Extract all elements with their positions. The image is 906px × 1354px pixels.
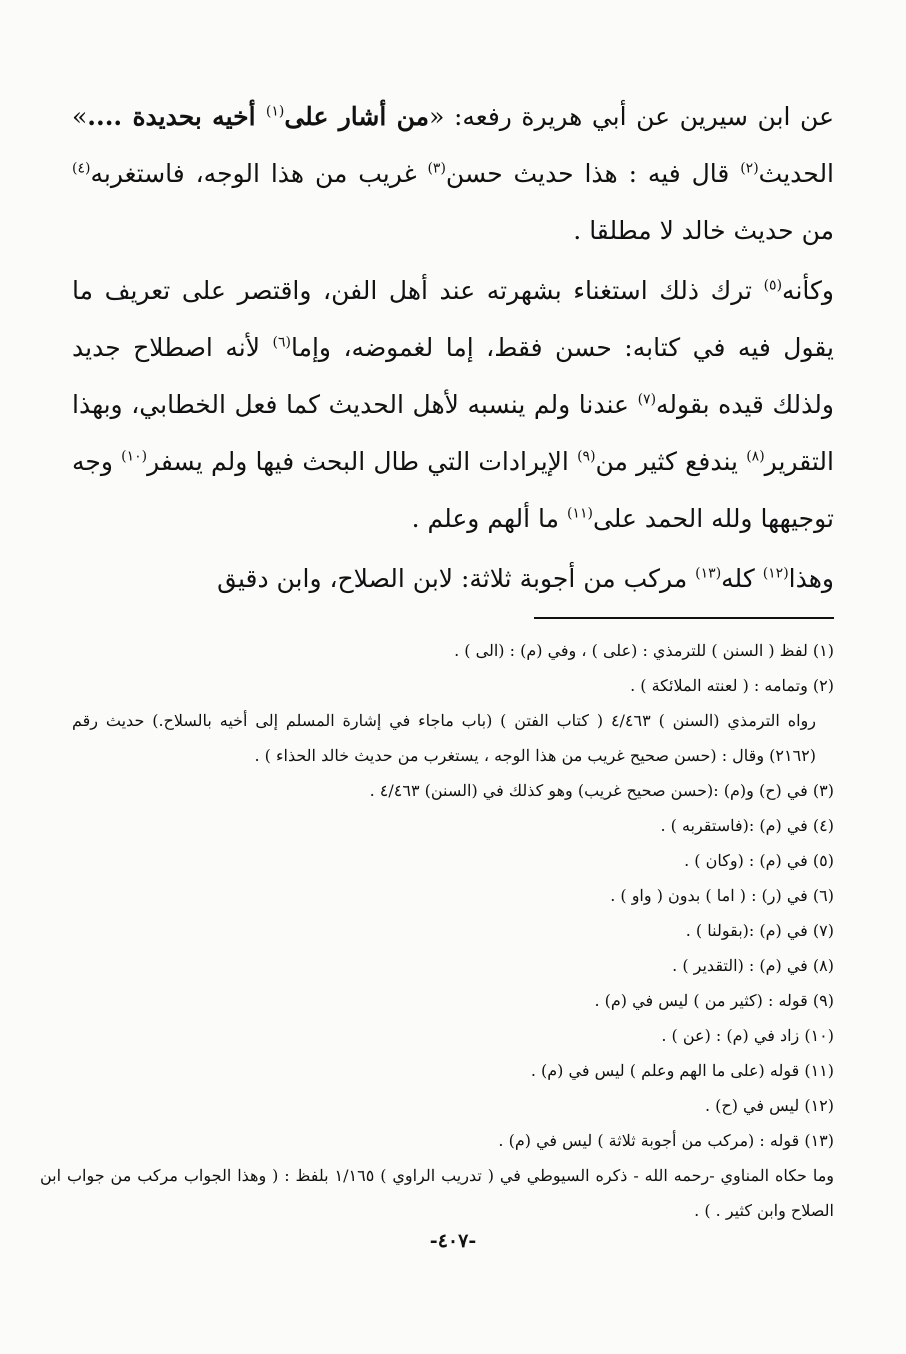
- text: غريب من هذا الوجه، فاستغربه: [90, 159, 428, 188]
- footnote-ref[interactable]: (١١): [566, 505, 593, 522]
- footnote-2: (٢) وتمامه : ( لعنته الملائكة ) .: [630, 676, 834, 695]
- footnote-6: (٦) في (ر) : ( اما ) بدون ( واو ) .: [610, 886, 834, 905]
- footnotes: [40, 633, 835, 1228]
- footnote-13-continuation: وما حكاه المناوي -رحمه الله - ذكره السيوطي في ( تدريب الراوي ) ١/١٦٥ بلفظ : ( وهذا الجواب مركب من جواب ابن الصلاح وابن كثير . ) .: [40, 1166, 835, 1220]
- text: ترك ذلك استغناء بشهرته عند أهل الفن، واقتصر على تعريف ما يقول فيه في كتابه: حسن فقط، إما لغموضه، وإما: [72, 276, 834, 362]
- footnote-9: (٩) قوله : (كثير من ) ليس في (م) .: [594, 991, 834, 1010]
- footnote-10: (١٠) زاد في (م) : (عن ) .: [661, 1026, 834, 1045]
- text: لأنه اصطلاح جديد ولذلك قيده بقوله: [72, 333, 834, 419]
- text: عندنا ولم ينسبه لأهل الحديث كما فعل الخطابي، وبهذا التقرير: [72, 390, 834, 476]
- paragraph-3: [72, 550, 834, 607]
- footnote-ref[interactable]: (٩): [577, 448, 596, 465]
- text: مركب من أجوبة ثلاثة: لابن الصلاح، وابن دقيق: [217, 564, 696, 593]
- text: ما ألهم وعلم .: [411, 504, 567, 533]
- footnote-12: (١٢) ليس في (ح) .: [704, 1096, 834, 1115]
- footnote-ref[interactable]: (٨): [746, 448, 765, 465]
- footnote-ref[interactable]: (٧): [637, 391, 657, 408]
- footnote-ref[interactable]: (١٣): [695, 565, 722, 582]
- text: الإيرادات التي طال البحث فيها ولم يسفر: [147, 447, 578, 476]
- footnote-5: (٥) في (م) : (وكان ) .: [684, 851, 834, 870]
- text: وجه توجيهها ولله الحمد على: [72, 447, 834, 533]
- footnote-ref[interactable]: (٦): [272, 334, 291, 351]
- footnote-7: (٧) في (م) :(بقولنا ) .: [685, 921, 834, 940]
- footnote-divider: [534, 617, 834, 619]
- text: عن ابن سيرين عن أبي هريرة رفعه: «: [429, 102, 834, 131]
- text: من حديث خالد لا مطلقا .: [573, 216, 834, 245]
- paragraph-2: [72, 262, 834, 547]
- hadith-text: أخيه بحديدة ....: [87, 102, 266, 131]
- page: [40, 88, 835, 1252]
- footnote-ref[interactable]: (٢): [740, 160, 759, 177]
- hadith-text: من أشار على: [284, 102, 430, 131]
- text: قال فيه : هذا حديث حسن: [445, 159, 741, 188]
- text: يندفع كثير من: [595, 447, 747, 476]
- text: كله: [721, 564, 763, 593]
- footnote-8: (٨) في (م) : (التقدير ) .: [672, 956, 834, 975]
- page-number: -٤٠٧-: [429, 1230, 477, 1252]
- footnote-11: (١١) قوله (على ما الهم وعلم ) ليس في (م) .: [530, 1061, 834, 1080]
- footnote-ref[interactable]: (١): [265, 103, 285, 120]
- footnote-4: (٤) في (م) :(فاستقربه ) .: [660, 816, 834, 835]
- footnote-ref[interactable]: (٣): [427, 160, 446, 177]
- footnote-ref[interactable]: (٤): [72, 160, 91, 177]
- text: » الحديث: [72, 102, 835, 188]
- footnote-ref[interactable]: (١٠): [121, 448, 148, 465]
- text: وهذا: [788, 564, 834, 593]
- footnote-3: (٣) في (ح) و(م) :(حسن صحيح غريب) وهو كذلك في (السنن) ٤/٤٦٣ .: [369, 781, 834, 800]
- footnote-1: (١) لفظ ( السنن ) للترمذي : (على ) ، وفي (م) : (الى ) .: [454, 641, 834, 660]
- paragraph-1: [72, 88, 834, 259]
- footnote-13: (١٣) قوله : (مركب من أجوبة ثلاثة ) ليس في (م) .: [498, 1131, 834, 1150]
- text: وكأنه: [782, 276, 834, 305]
- footnote-ref[interactable]: (٥): [763, 277, 783, 294]
- footnote-ref[interactable]: (١٢): [762, 565, 789, 582]
- footnote-2-citation: رواه الترمذي (السنن ) ٤/٤٦٣ ( كتاب الفتن ) (باب ماجاء في إشارة المسلم إلى أخيه بالسلاح.) حديث رقم (٢١٦٢) وقال : (حسن صحيح غريب من هذا الوجه ، يستغرب من حديث خالد الحذاء ) .: [72, 711, 816, 765]
